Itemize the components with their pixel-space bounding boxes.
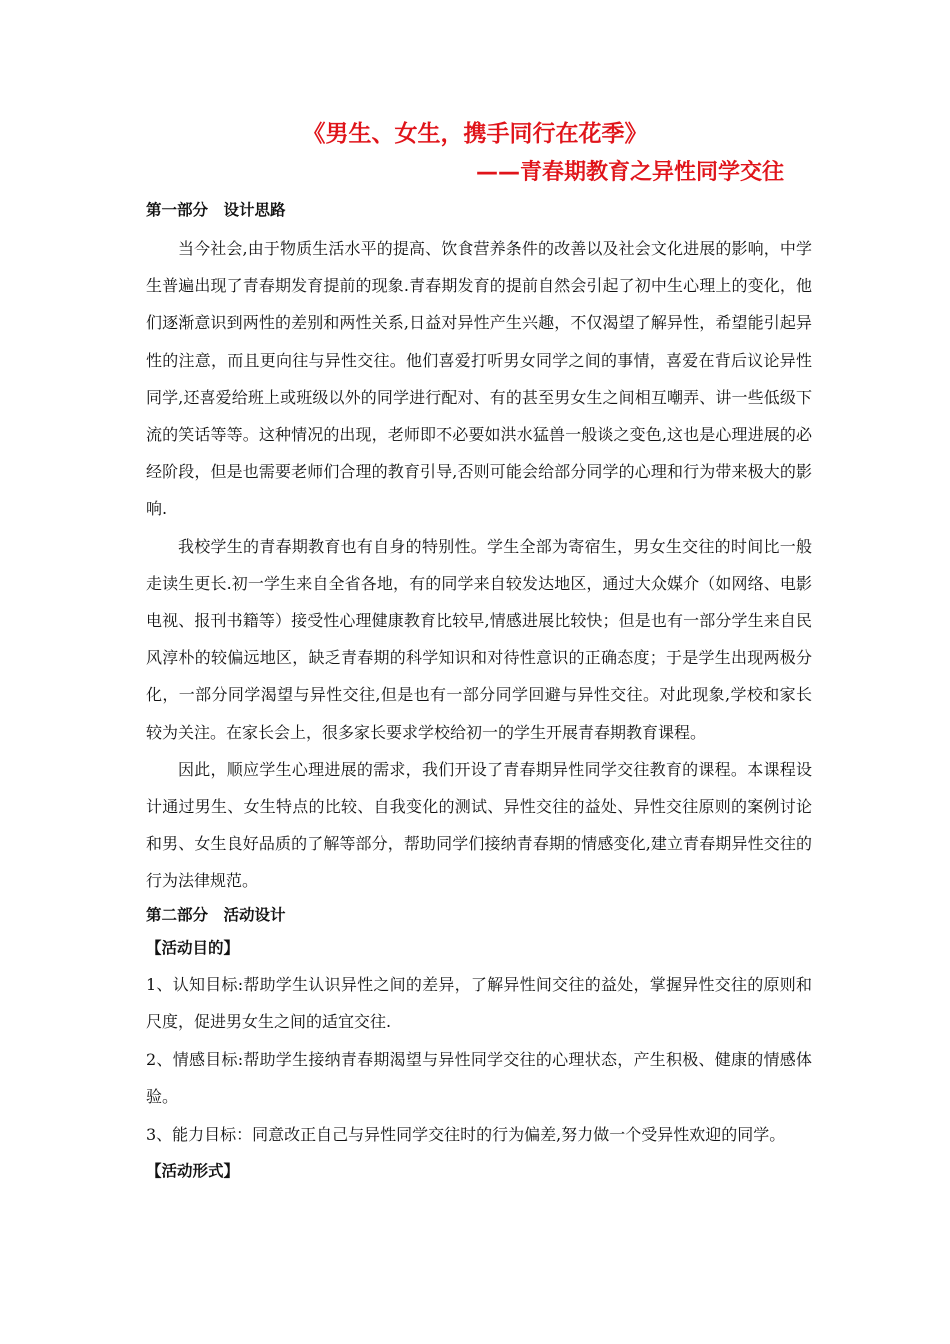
goal-item: 1、认知目标:帮助学生认识异性之间的差异，了解异性间交往的益处，掌握异性交往的原则和尺度，促进男女生之间的适宜交往. bbox=[146, 974, 812, 1032]
paragraph: 我校学生的青春期教育也有自身的特别性。学生全部为寄宿生，男女生交往的时间比一般走读生更长.初一学生来自全省各地，有的同学来自较发达地区，通过大众媒介（如网络、电影电视、报刊书籍等）接受性心理健康教育比较早,情感进展比较快；但是也有一部分学生来自民风淳朴的较偏远地区，缺乏青春期的科学知识和对待性意识的正确态度；于是学生出现两极分化，一部分同学渴望与异性交往,但是也有一部分同学回避与异性交往。对此现象,学校和家长较为关注。在家长会上，很多家长要求学校给初一的学生开展青春期教育课程。 bbox=[146, 536, 812, 742]
section-heading-part2: 第二部分 活动设计 bbox=[146, 905, 286, 924]
paragraph: 当今社会,由于物质生活水平的提高、饮食营养条件的改善以及社会文化进展的影响，中学生普遍出现了青春期发育提前的现象.青春期发育的提前自然会引起了初中生心理上的变化，他们逐渐意识到两性的差别和两性关系,日益对异性产生兴趣，不仅渴望了解异性，希望能引起异性的注意，而且更向往与异性交往。他们喜爱打听男女同学之间的事情，喜爱在背后议论异性同学,还喜爱给班上或班级以外的同学进行配对、有的甚至男女生之间相互嘲弄、讲一些低级下流的笑话等等。这种情况的出现，老师即不必要如洪水猛兽一般谈之变色,这也是心理进展的必经阶段，但是也需要老师们合理的教育引导,否则可能会给部分同学的心理和行为带来极大的影响. bbox=[146, 239, 812, 519]
document-subtitle: ——青春期教育之异性同学交往 bbox=[476, 160, 785, 185]
activity-goal-label: 【活动目的】 bbox=[146, 938, 240, 957]
section-heading-part1: 第一部分 设计思路 bbox=[146, 201, 286, 219]
goal-item: 2、情感目标:帮助学生接纳青春期渴望与异性同学交往的心理状态，产生积极、健康的情感体验。 bbox=[146, 1049, 812, 1107]
paragraph: 因此，顺应学生心理进展的需求，我们开设了青春期异性同学交往教育的课程。本课程设计通过男生、女生特点的比较、自我变化的测试、异性交往的益处、异性交往原则的案例讨论和男、女生良好品质的了解等部分，帮助同学们接纳青春期的情感变化,建立青春期异性交往的行为法律规范。 bbox=[146, 759, 812, 891]
document-title: 《男生、女生，携手同行在花季》 bbox=[302, 121, 648, 147]
goal-item: 3、能力目标：同意改正自己与异性同学交往时的行为偏差,努力做一个受异性欢迎的同学。 bbox=[146, 1124, 786, 1144]
document-body bbox=[146, 196, 812, 1189]
activity-form-label: 【活动形式】 bbox=[146, 1162, 240, 1181]
